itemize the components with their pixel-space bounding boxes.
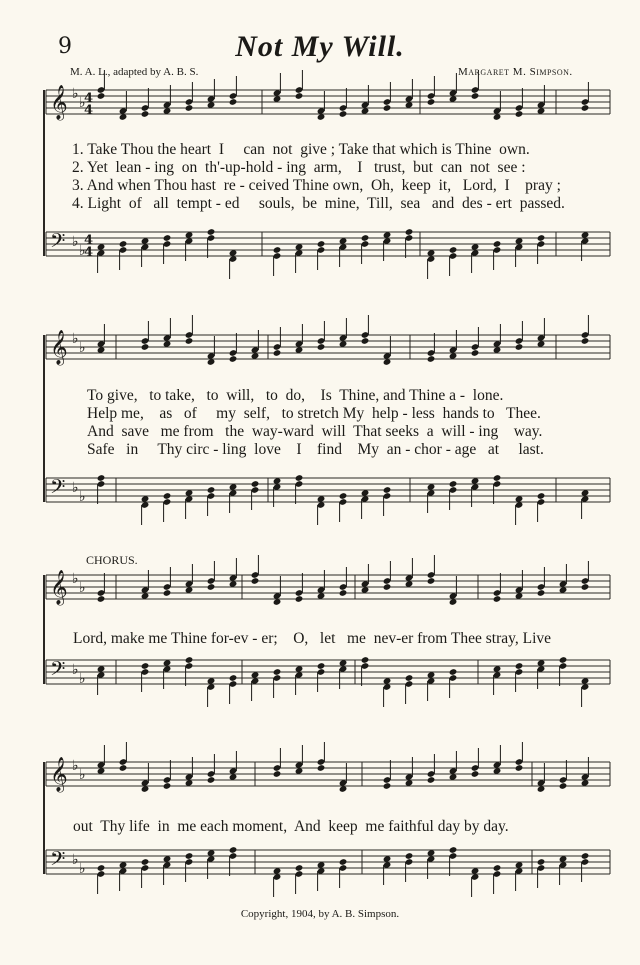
flat-sign: ♭	[79, 767, 86, 783]
note-head	[383, 104, 392, 112]
chorus-line-2: out Thy life in me each moment, And keep me faithful day by day.	[73, 818, 509, 835]
time-signature-bottom: 4	[84, 245, 94, 260]
flat-sign: ♭	[72, 758, 79, 774]
stanza-4-line-a: 4. Light of all tempt - ed souls, be mine, Till, sea and des - ert passed.	[72, 195, 565, 212]
treble-clef: 𝄞	[50, 757, 68, 792]
flat-sign: ♭	[72, 571, 79, 587]
note-head	[207, 486, 216, 494]
note-head	[207, 583, 216, 591]
stanza-1-line-b: To give, to take, to will, to do, Is Thine, and Thine a - lone.	[87, 387, 504, 404]
note-head	[383, 782, 392, 790]
flat-sign: ♭	[79, 489, 86, 505]
note-head	[515, 343, 524, 351]
note-head	[185, 104, 194, 112]
note-head	[405, 228, 414, 236]
note-head	[207, 776, 216, 784]
note-head	[141, 110, 150, 118]
note-head	[317, 343, 326, 351]
note-head	[251, 480, 260, 488]
note-head	[515, 110, 524, 118]
flat-sign: ♭	[79, 340, 86, 356]
note-head	[449, 480, 458, 488]
note-head	[185, 337, 194, 345]
note-head	[119, 764, 128, 772]
note-head	[515, 764, 524, 772]
bass-clef: 𝄢	[50, 847, 66, 875]
note-head	[339, 858, 348, 866]
copyright-notice: Copyright, 1904, by A. B. Simpson.	[240, 908, 400, 920]
note-head	[537, 492, 546, 500]
treble-clef: 𝄞	[50, 570, 68, 605]
note-head	[229, 98, 238, 106]
chorus-line-1: Lord, make me Thine for-ev - er; O, let me nev-er from Thee stray, Live	[73, 630, 552, 647]
note-head	[581, 104, 590, 112]
note-head	[295, 92, 304, 100]
note-head	[559, 782, 568, 790]
flat-sign: ♭	[79, 671, 86, 687]
chorus-label: CHORUS.	[86, 553, 138, 567]
note-head	[317, 662, 326, 670]
note-head	[295, 595, 304, 603]
note-head	[185, 656, 194, 664]
page-number: 9	[58, 34, 72, 59]
note-head	[537, 589, 546, 597]
note-head	[295, 474, 304, 482]
time-signature-top: 4	[84, 91, 94, 106]
note-head	[361, 234, 370, 242]
stanza-1-line-a: 1. Take Thou the heart I can not give ; Take that which is Thine own.	[72, 141, 530, 158]
flat-sign: ♭	[79, 580, 86, 596]
note-head	[471, 770, 480, 778]
note-head	[493, 240, 502, 248]
note-head	[471, 92, 480, 100]
flat-sign: ♭	[72, 480, 79, 496]
note-head	[207, 228, 216, 236]
note-head	[185, 852, 194, 860]
note-head	[537, 858, 546, 866]
note-head	[317, 240, 326, 248]
note-head	[383, 583, 392, 591]
note-head	[163, 234, 172, 242]
note-head	[273, 770, 282, 778]
treble-clef: 𝄞	[50, 330, 68, 365]
note-head	[361, 337, 370, 345]
note-head	[449, 668, 458, 676]
words-credit: Margaret M. Simpson.	[458, 66, 573, 78]
note-head	[493, 864, 502, 872]
note-head	[361, 656, 370, 664]
stanza-3-line-b: And save me from the way-ward will That seeks a will - ing way.	[87, 423, 543, 440]
time-signature-top: 4	[84, 233, 94, 248]
note-head	[427, 776, 436, 784]
note-head	[295, 864, 304, 872]
flat-sign: ♭	[79, 95, 86, 111]
flat-sign: ♭	[72, 86, 79, 102]
note-head	[141, 858, 150, 866]
stanza-4-line-b: Safe in Thy circ - ling love I find My an - chor - age at last.	[87, 441, 544, 458]
bass-clef: 𝄢	[50, 657, 66, 685]
note-head	[427, 98, 436, 106]
flat-sign: ♭	[72, 852, 79, 868]
note-head	[163, 589, 172, 597]
note-head	[163, 492, 172, 500]
note-head	[97, 92, 106, 100]
treble-clef: 𝄞	[50, 85, 68, 120]
bass-clef: 𝄢	[50, 229, 66, 257]
note-head	[273, 668, 282, 676]
note-head	[427, 355, 436, 363]
note-head	[251, 577, 260, 585]
flat-sign: ♭	[79, 861, 86, 877]
stanza-2-line-a: 2. Yet lean - ing on th'-up-hold - ing arm, I trust, but can not see :	[72, 159, 526, 176]
music-credit: M. A. L., adapted by A. B. S.	[70, 66, 199, 78]
note-head	[273, 246, 282, 254]
note-head	[339, 492, 348, 500]
note-head	[537, 234, 546, 242]
note-head	[163, 782, 172, 790]
note-head	[449, 846, 458, 854]
flat-sign: ♭	[72, 662, 79, 678]
note-head	[405, 852, 414, 860]
bass-clef: 𝄢	[50, 475, 66, 503]
stanza-2-line-b: Help me, as of my self, to stretch My help - less hands to Thee.	[87, 405, 541, 422]
note-head	[383, 486, 392, 494]
flat-sign: ♭	[79, 243, 86, 259]
note-head	[581, 583, 590, 591]
note-head	[273, 349, 282, 357]
note-head	[97, 474, 106, 482]
note-head	[405, 674, 414, 682]
note-head	[229, 674, 238, 682]
note-head	[97, 864, 106, 872]
note-head	[493, 474, 502, 482]
note-head	[339, 589, 348, 597]
note-head	[229, 355, 238, 363]
note-head	[559, 656, 568, 664]
note-head	[339, 110, 348, 118]
note-head	[317, 764, 326, 772]
note-head	[471, 349, 480, 357]
note-head	[97, 595, 106, 603]
note-head	[515, 662, 524, 670]
flat-sign: ♭	[72, 331, 79, 347]
note-head	[141, 662, 150, 670]
hymn-title: Not My Will.	[235, 30, 405, 63]
note-head	[493, 595, 502, 603]
stanza-3-line-a: 3. And when Thou hast re - ceived Thine own, Oh, keep it, Lord, I pray ;	[72, 177, 561, 194]
note-head	[449, 246, 458, 254]
note-head	[581, 852, 590, 860]
note-head	[141, 343, 150, 351]
note-head	[229, 846, 238, 854]
flat-sign: ♭	[72, 234, 79, 250]
note-head	[119, 240, 128, 248]
note-head	[581, 337, 590, 345]
time-signature-bottom: 4	[84, 103, 94, 118]
note-head	[427, 577, 436, 585]
